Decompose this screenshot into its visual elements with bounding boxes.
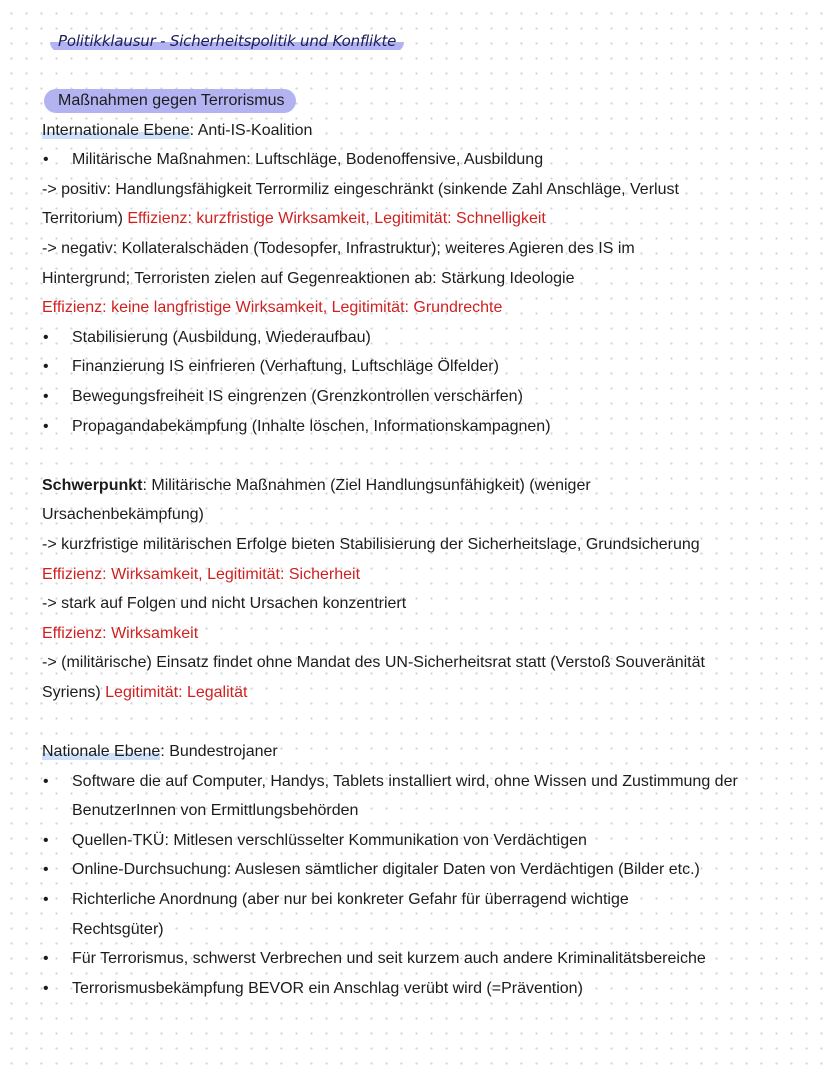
section-heading: Maßnahmen gegen Terrorismus [44,89,296,113]
focus-line-2: Ursachenbekämpfung) [42,506,204,524]
focus-evaluation-3: Legitimität: Legalität [105,683,248,701]
list-item: • Software die auf Computer, Handys, Tablets installiert wird, ohne Wissen und Zustimmung der BenutzerInnen von Ermittlungsbehörden [42,767,802,826]
focus-line-1 [42,471,802,501]
international-heading: Internationale Ebene: Anti-IS-Koalition [42,121,313,139]
national-label: Nationale Ebene [42,743,161,761]
focus-label: Schwerpunkt [42,476,143,494]
focus-point-3b-line [42,678,802,708]
positive-line-2 [42,204,802,234]
list-item: • Quellen-TKÜ: Mitlesen verschlüsselter Kommunikation von Verdächtigen [42,826,802,856]
focus-text-1: : Militärische Maßnahmen (Ziel Handlungsunfähigkeit) (weniger [142,476,591,494]
focus-point-2: -> stark auf Folgen und nicht Ursachen konzentriert [42,595,407,613]
positive-evaluation: Effizienz: kurzfristige Wirksamkeit, Legitimität: Schnelligkeit [127,210,546,228]
national-topic: Bundestrojaner [169,743,278,761]
positive-text-2: Territorium) [42,210,123,228]
list-item: • Für Terrorismus, schwerst Verbrechen und seit kurzem auch andere Kriminalitätsbereiche [42,944,802,974]
list-item: • Bewegungsfreiheit IS eingrenzen (Grenzkontrollen verschärfen) [42,382,802,412]
focus-evaluation-1: Effizienz: Wirksamkeit, Legitimität: Sicherheit [42,565,361,583]
page-title-wrap [50,32,404,51]
international-topic: Anti-IS-Koalition [197,121,313,139]
international-label: Internationale Ebene [42,121,190,139]
national-heading: Nationale Ebene: Bundestrojaner [42,743,278,761]
positive-line-1: -> positiv: Handlungsfähigkeit Terrormiliz eingeschränkt (sinkende Zahl Anschläge, Verlust [42,180,679,198]
focus-point-1: -> kurzfristige militärischen Erfolge bieten Stabilisierung der Sicherheitslage, Grundsicherung [42,535,700,553]
page-title: Politikklausur - Sicherheitspolitik und Konflikte [50,30,404,52]
notes-content [42,86,802,1003]
list-item: • Richterliche Anordnung (aber nur bei konkreter Gefahr für überragend wichtige Rechtsgüter) [42,885,692,944]
list-item: • Online-Durchsuchung: Auslesen sämtlicher digitaler Daten von Verdächtigen (Bilder etc.) [42,855,802,885]
list-item: • Finanzierung IS einfrieren (Verhaftung, Luftschläge Ölfelder) [42,352,802,382]
list-item: • Stabilisierung (Ausbildung, Wiederaufbau) [42,323,802,353]
negative-line-2: Hintergrund; Terroristen zielen auf Gegenreaktionen ab: Stärkung Ideologie [42,269,575,287]
focus-point-3: -> (militärische) Einsatz findet ohne Mandat des UN-Sicherheitsrat statt (Verstoß Souveränität [42,654,705,672]
focus-evaluation-2: Effizienz: Wirksamkeit [42,624,199,642]
list-item: • Terrorismusbekämpfung BEVOR ein Anschlag verübt wird (=Prävention) [42,974,802,1004]
negative-line-1: -> negativ: Kollateralschäden (Todesopfer, Infrastruktur); weiteres Agieren des IS im [42,239,635,257]
military-bullet: • Militärische Maßnahmen: Luftschläge, Bodenoffensive, Ausbildung [42,145,802,175]
list-item: • Propagandabekämpfung (Inhalte löschen, Informationskampagnen) [42,412,802,442]
focus-point-3b: Syriens) [42,683,101,701]
negative-evaluation: Effizienz: keine langfristige Wirksamkeit, Legitimität: Grundrechte [42,299,503,317]
